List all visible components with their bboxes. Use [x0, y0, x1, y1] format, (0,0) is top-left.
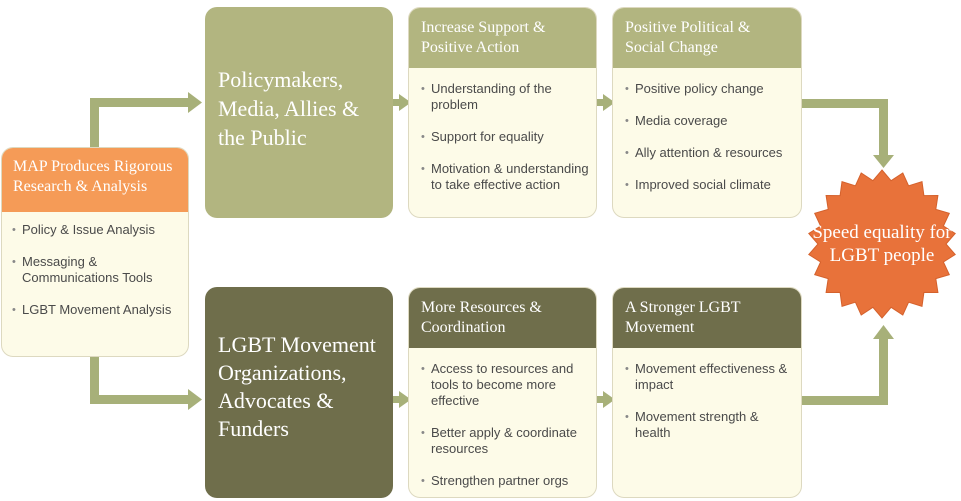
arrowhead-to-policymakers	[188, 92, 202, 113]
list-item: • Policy & Issue Analysis	[12, 222, 180, 238]
stage-list	[409, 348, 596, 489]
stage-more-resources	[408, 287, 597, 498]
map-research-title: MAP Produces Rigorous Research & Analysis	[2, 148, 188, 212]
goal-badge	[806, 168, 958, 320]
connector-bottom-right	[802, 396, 887, 405]
list-item: • Understanding of the problem	[421, 81, 590, 113]
list-item: • Media coverage	[625, 113, 795, 129]
list-item: • Access to resources and tools to become more effective	[421, 361, 590, 409]
arrowhead-to-goal-top	[873, 155, 894, 168]
list-item: • Better apply & coordinate resources	[421, 425, 590, 457]
audience-policymakers-box: Policymakers, Media, Allies & the Public	[205, 7, 393, 218]
list-item: • Motivation & understanding to take effective action	[421, 161, 590, 193]
stage-title: More Resources & Coordination	[409, 288, 596, 348]
map-research-box	[1, 147, 189, 357]
stage-increase-support	[408, 7, 597, 218]
list-item: • Positive policy change	[625, 81, 795, 97]
goal-text: Speed equality for LGBT people	[812, 222, 952, 266]
list-item: • Messaging & Communications Tools	[12, 254, 180, 286]
list-item: • Ally attention & resources	[625, 145, 795, 161]
connector-top-right	[802, 99, 887, 108]
connector-map-top	[90, 98, 190, 107]
stage-title: A Stronger LGBT Movement	[613, 288, 801, 348]
connector-top-down	[879, 99, 888, 157]
arrowhead-to-goal-bottom	[873, 325, 894, 339]
stage-list	[613, 68, 801, 193]
list-item: • Movement strength & health	[625, 409, 795, 441]
stage-political-change	[612, 7, 802, 218]
stage-list	[409, 68, 596, 193]
audience-movement-box: LGBT Movement Organizations, Advocates & Funders	[205, 287, 393, 498]
map-research-list	[2, 212, 188, 318]
list-item: • Improved social climate	[625, 177, 795, 193]
stage-list	[613, 348, 801, 441]
list-item: • Support for equality	[421, 129, 590, 145]
list-item: • LGBT Movement Analysis	[12, 302, 180, 318]
stage-title: Increase Support & Positive Action	[409, 8, 596, 68]
connector-bottom-up	[879, 337, 888, 405]
stage-title: Positive Political & Social Change	[613, 8, 801, 68]
arrowhead-to-movement	[188, 389, 202, 410]
connector-map-bottom	[90, 395, 190, 404]
list-item: • Strengthen partner orgs	[421, 473, 590, 489]
stage-stronger-movement	[612, 287, 802, 498]
list-item: • Movement effectiveness & impact	[625, 361, 795, 393]
